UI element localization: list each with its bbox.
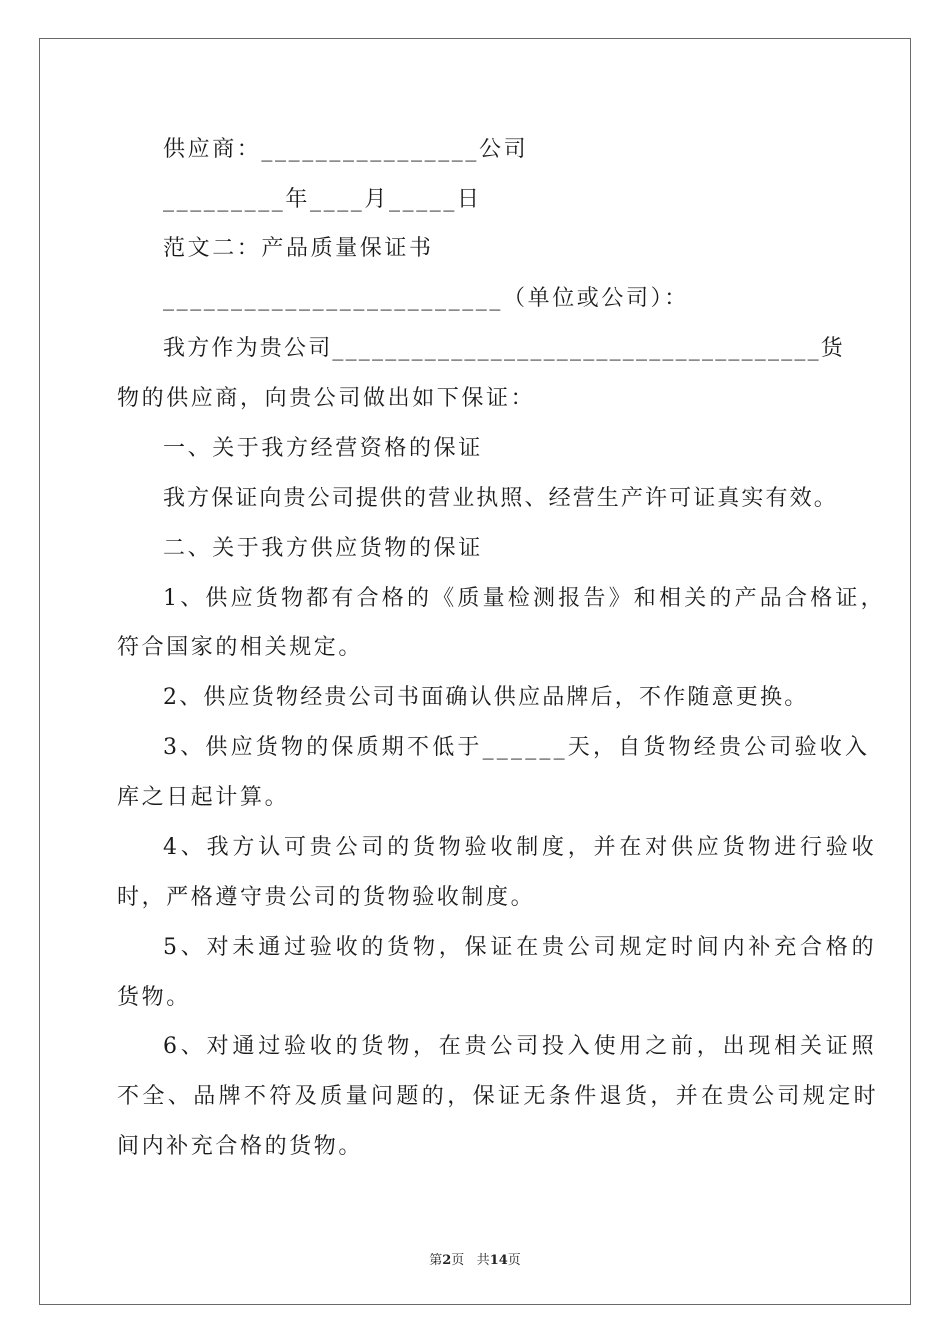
supplier-line: 供应商：________________公司	[163, 137, 529, 162]
page-border	[39, 38, 911, 1305]
date-line: _________年____月_____日	[163, 187, 482, 212]
paragraph-line: 间内补充合格的货物。	[117, 1134, 364, 1159]
paragraph-line: 符合国家的相关规定。	[117, 635, 364, 660]
paragraph-line: 我方保证向贵公司提供的营业执照、经营生产许可证真实有效。	[163, 486, 838, 511]
page-number: 2	[442, 1253, 452, 1268]
paragraph-line: 时，严格遵守贵公司的货物验收制度。	[117, 885, 536, 910]
paragraph-line: 物的供应商，向贵公司做出如下保证：	[117, 386, 536, 411]
paragraph-line: 货物。	[117, 985, 191, 1010]
paragraph-line: 3、供应货物的保质期不低于______天，自货物经贵公司验收入	[163, 735, 871, 760]
page-suffix: 页	[451, 1253, 465, 1268]
paragraph-line: 不全、品牌不符及质量问题的，保证无条件退货，并在贵公司规定时	[117, 1084, 880, 1109]
paragraph-line: 4、我方认可贵公司的货物验收制度，并在对供应货物进行验收	[163, 835, 878, 860]
paragraph-line: 我方作为贵公司_____________________________________货	[163, 336, 846, 361]
paragraph-line: 1、供应货物都有合格的《质量检测报告》和相关的产品合格证，	[163, 586, 886, 611]
paragraph-line: 5、对未通过验收的货物，保证在贵公司规定时间内补充合格的	[163, 935, 878, 960]
section-title: 范文二：产品质量保证书	[163, 236, 434, 261]
total-pages: 14	[489, 1253, 508, 1268]
heading-line: 二、关于我方供应货物的保证	[163, 536, 483, 561]
heading-line: 一、关于我方经营资格的保证	[163, 436, 483, 461]
paragraph-line: 6、对通过验收的货物，在贵公司投入使用之前，出现相关证照	[163, 1034, 878, 1059]
page-prefix: 第	[429, 1253, 443, 1268]
paragraph-line: 2、供应货物经贵公司书面确认供应品牌后，不作随意更换。	[163, 685, 809, 710]
total-prefix: 共	[476, 1253, 490, 1268]
addressee-line: _________________________（单位或公司）：	[163, 286, 689, 311]
page-footer	[0, 1249, 950, 1268]
total-suffix: 页	[507, 1253, 521, 1268]
paragraph-line: 库之日起计算。	[117, 785, 290, 810]
